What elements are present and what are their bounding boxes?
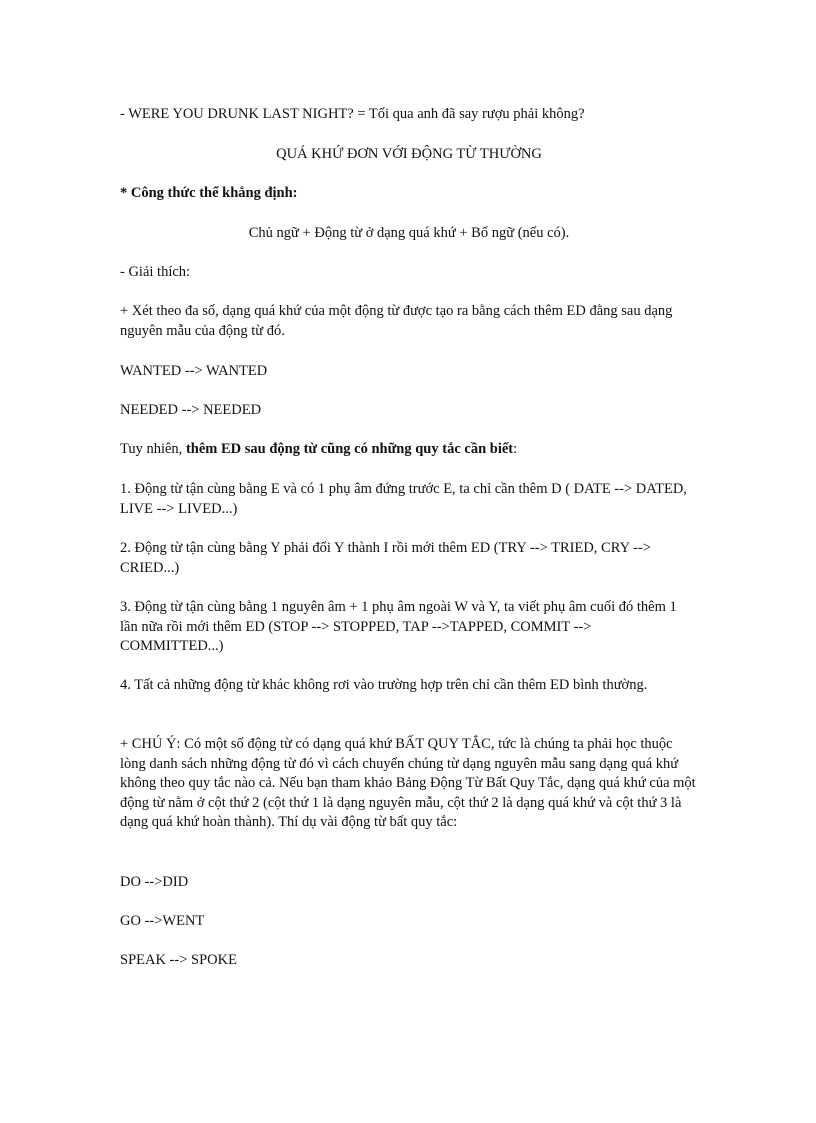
rule-2: 2. Động từ tận cùng bằng Y phải đổi Y thành I rồi mới thêm ED (TRY --> TRIED, CRY --> CRIED...) xyxy=(120,540,651,576)
rules-intro-bold: thêm ED sau động từ cũng có những quy tắc cần biết xyxy=(185,441,514,457)
example-wanted: WANTED --> WANTED xyxy=(120,363,268,379)
question-line: - WERE YOU DRUNK LAST NIGHT? = Tối qua anh đã say rượu phải không? xyxy=(120,106,585,122)
example-needed: NEEDED --> NEEDED xyxy=(120,402,262,418)
formula: Chủ ngữ + Động từ ở dạng quá khứ + Bổ ngữ (nếu có). xyxy=(248,225,570,241)
section-heading: QUÁ KHỨ ĐƠN VỚI ĐỘNG TỪ THƯỜNG xyxy=(276,146,542,162)
irregular-speak: SPEAK --> SPOKE xyxy=(120,952,237,968)
rules-intro-plain: Tuy nhiên, xyxy=(120,441,186,457)
explain-text: + Xét theo đa số, dạng quá khứ của một động từ được tạo ra bằng cách thêm ED đằng sau dạng nguyên mẫu của động từ đó. xyxy=(120,303,673,339)
explain-label: - Giải thích: xyxy=(120,264,191,280)
rule-1: 1. Động từ tận cùng bằng E và có 1 phụ âm đứng trước E, ta chỉ cần thêm D ( DATE --> DATED, LIVE --> LIVED...) xyxy=(120,481,687,517)
rule-3: 3. Động từ tận cùng bằng 1 nguyên âm + 1 phụ âm ngoài W và Y, ta viết phụ âm cuối đó thêm 1 lần nữa rồi mới thêm ED (STOP --> STOPPED, TAP -->TAPPED, COMMIT --> COMMITTED...) xyxy=(120,599,677,654)
rule-4: 4. Tất cả những động từ khác không rơi vào trường hợp trên chỉ cần thêm ED bình thường. xyxy=(120,677,648,693)
rules-intro-end: : xyxy=(513,441,518,457)
rules-intro xyxy=(120,440,698,460)
formula-label xyxy=(120,184,698,204)
note-paragraph: + CHÚ Ý: Có một số động từ có dạng quá khứ BẤT QUY TẮC, tức là chúng ta phải học thuộc lòng danh sách những động từ đó vì cách chuyển chúng từ dạng nguyên mẫu sang dạng quá khứ không theo quy tắc nào cả. Nếu bạn tham khảo Bảng Động Từ Bất Quy Tắc, dạng quá khứ của một động từ nằm ở cột thứ 2 (cột thứ 1 là dạng nguyên mẫu, cột thứ 2 là dạng quá khứ và cột thứ 3 là dạng quá khứ hoàn thành). Thí dụ vài động từ bất quy tắc: xyxy=(120,736,696,830)
irregular-do: DO -->DID xyxy=(120,874,189,890)
formula-label-text: * Công thức thể khẳng định: xyxy=(120,185,298,201)
irregular-go: GO -->WENT xyxy=(120,913,205,929)
